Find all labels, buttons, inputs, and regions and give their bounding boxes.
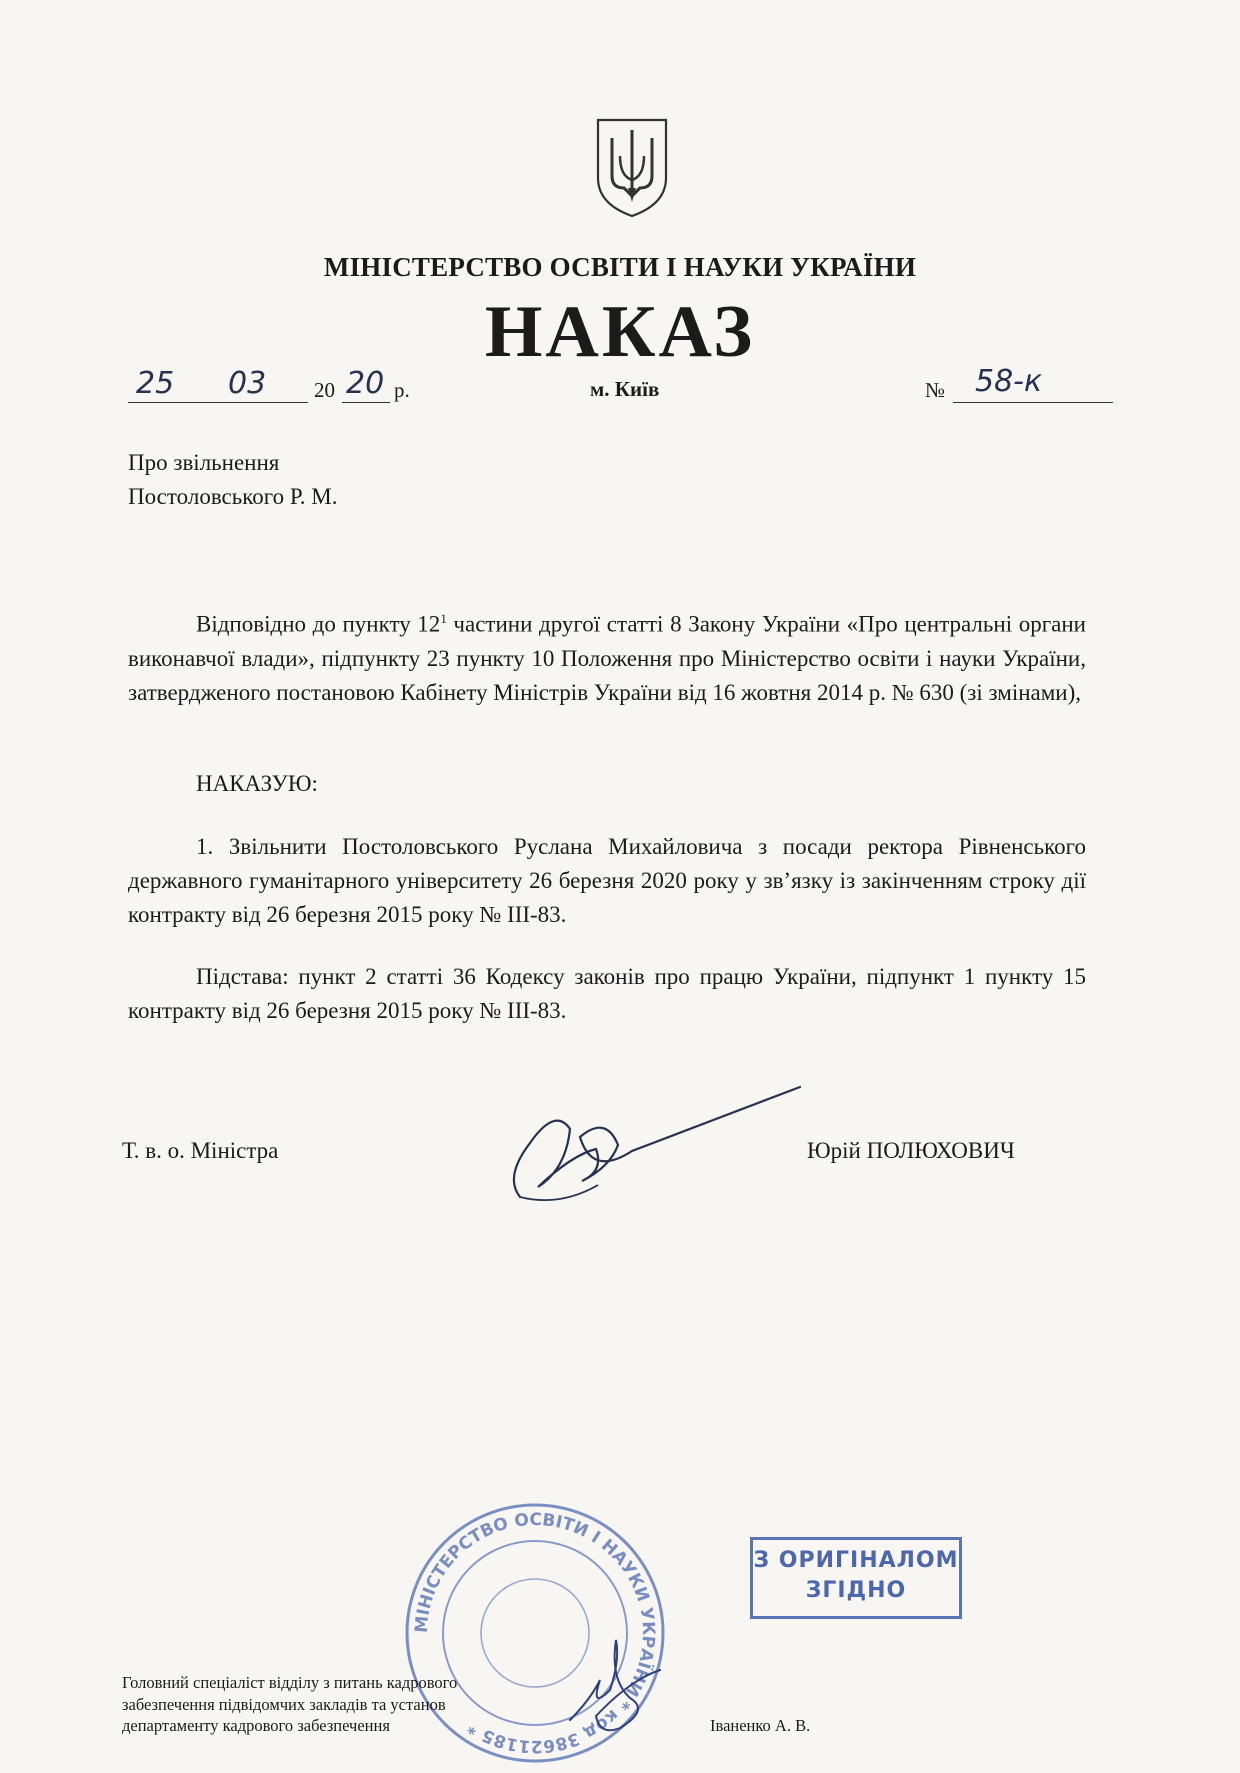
city: м. Київ: [590, 377, 660, 401]
subject-line-1: Про звільнення: [128, 450, 280, 475]
certified-copy-stamp: [750, 1537, 962, 1619]
certifier-signature: [560, 1620, 670, 1740]
footer-line-2: забезпечення підвідомчих закладів та установ: [122, 1694, 446, 1714]
preamble-superscript: 1: [440, 611, 447, 626]
preamble-part-1: Відповідно до пункту 12: [196, 611, 441, 637]
order-item-1: 1. Звільнити Постоловського Руслана Михайловича з посади ректора Рівненського державного гуманітарного університету 26 березня 2020 року у зв’язку із закінченням строку дії контракту від 26 березня 2015 року № ІІІ-83.: [128, 834, 1086, 927]
year-mark: р.: [394, 378, 410, 402]
footer-line-3: департаменту кадрового забезпечення: [122, 1716, 390, 1735]
signatory-position: Т. в. о. Міністра: [122, 1138, 279, 1163]
ministry-name: МІНІСТЕРСТВО ОСВІТИ І НАУКИ УКРАЇНИ: [323, 252, 917, 282]
subject-line-2: Постоловського Р. М.: [128, 484, 338, 509]
date-underline: [128, 402, 308, 403]
certifier-name: Іваненко А. В.: [710, 1716, 811, 1735]
stamp-line-2: ЗГІДНО: [805, 1578, 907, 1603]
trident-coat-of-arms-icon: [592, 116, 672, 220]
document-number: [925, 364, 1115, 412]
order-subject: [128, 446, 337, 514]
order-basis: Підстава: пункт 2 статті 36 Кодексу законів про працю України, підпункт 1 пункту 15 контракту від 26 березня 2015 року № ІІІ-83.: [128, 964, 1086, 1023]
document-date: [128, 366, 428, 412]
year-suffix: 20: [346, 366, 385, 401]
date-month: 03: [228, 366, 267, 401]
preamble-part-2: частини другої статті 8 Закону України «Про центральні органи виконавчої влади», підпункту 23 пункту 10 Положення про Міністерство освіти і науки України, затвердженого постановою Кабінету Міністрів України від 16 жовтня 2014 р. № 630 (зі змінами),: [128, 611, 1086, 705]
seal-text: МІНІСТЕРСТВО ОСВІТИ І НАУКИ УКРАЇНИ * код 38621185 *: [411, 1509, 659, 1757]
date-day: 25: [136, 366, 175, 401]
footer-line-1: Головний спеціаліст відділу з питань кадрового: [122, 1673, 458, 1692]
preamble-paragraph: [128, 602, 1086, 710]
handwritten-signature: [500, 1085, 820, 1215]
signatory-name: Юрій ПОЛЮХОВИЧ: [807, 1138, 1015, 1163]
number-label: №: [925, 378, 946, 402]
stamp-line-1: З ОРИГІНАЛОМ: [753, 1548, 959, 1573]
certifier-position: [122, 1672, 457, 1737]
year-underline: [342, 402, 390, 403]
number-value: 58-к: [975, 364, 1043, 399]
order-word: НАКАЗУЮ:: [196, 771, 318, 796]
number-underline: [953, 402, 1113, 403]
year-prefix: 20: [314, 378, 335, 402]
document-type-title: НАКАЗ: [484, 291, 756, 373]
